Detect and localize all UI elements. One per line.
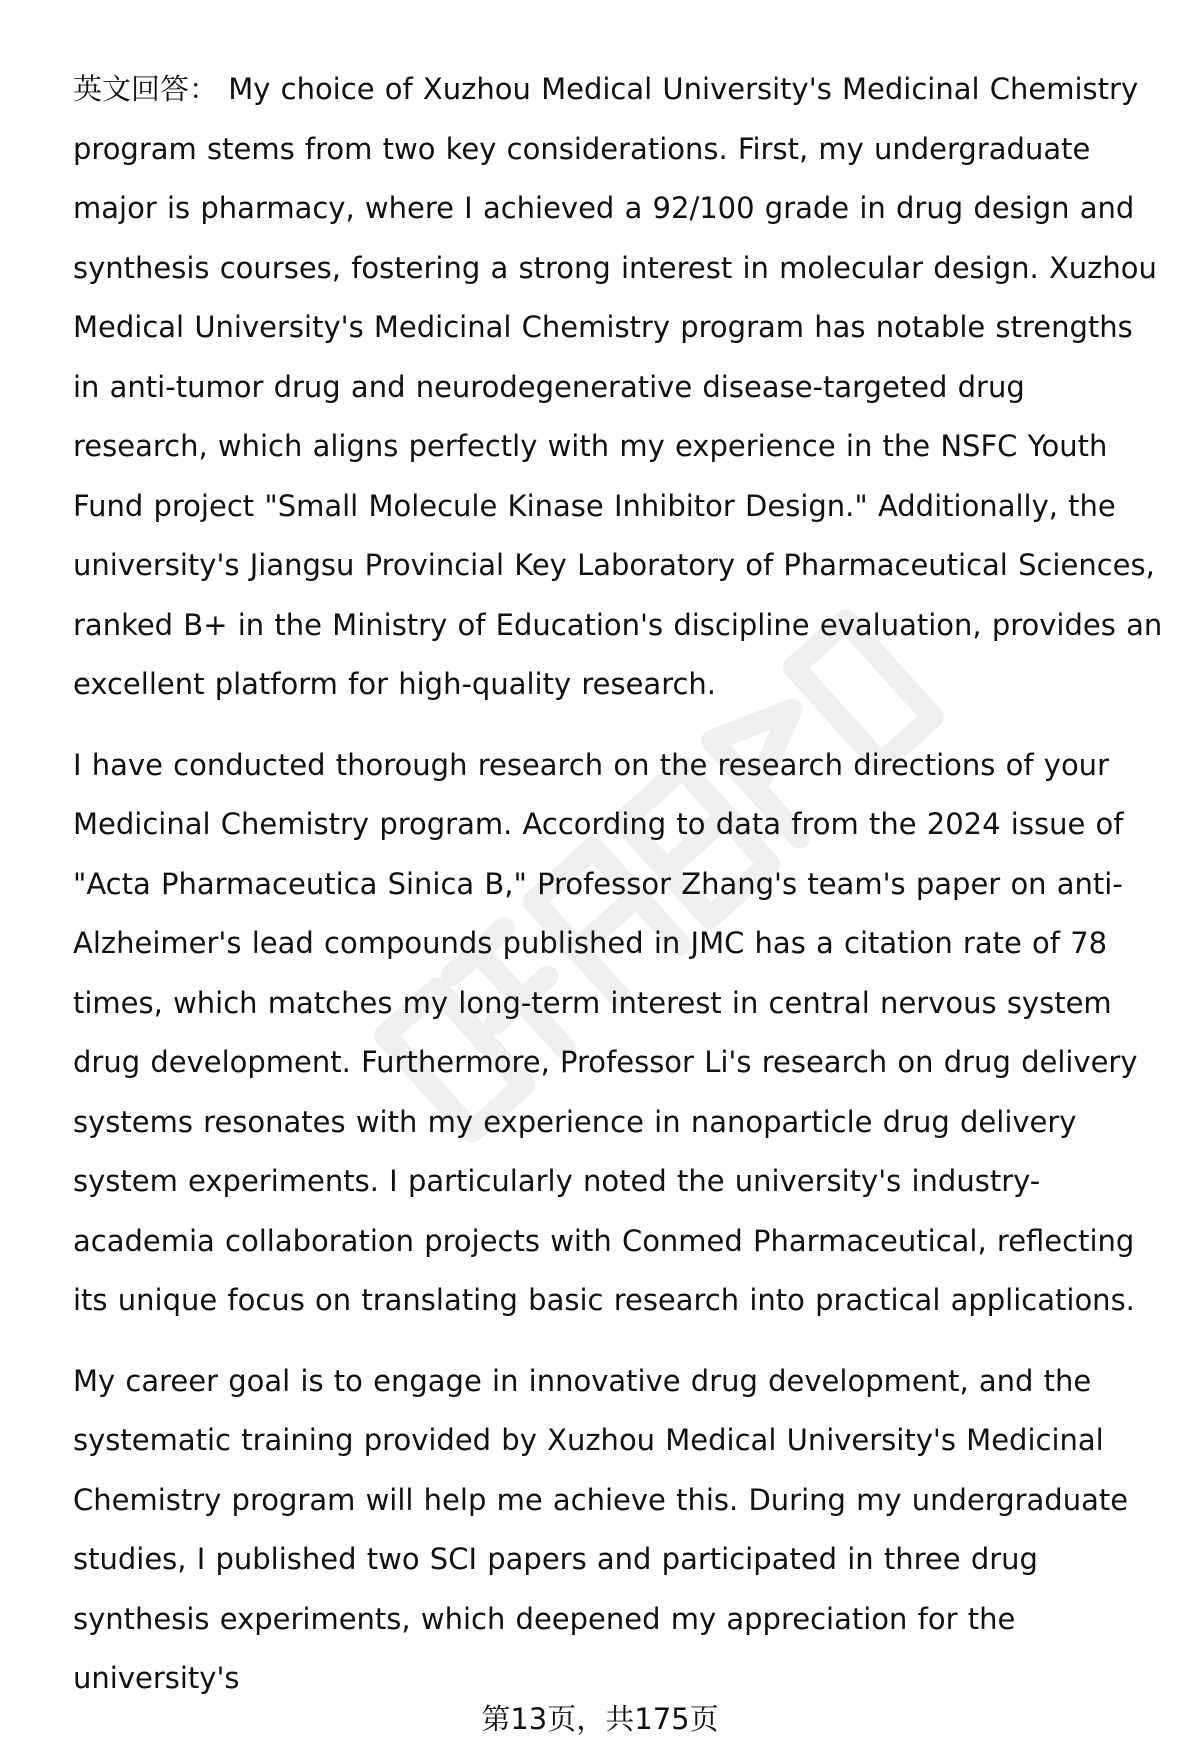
- paragraph-2: I have conducted thorough research on the research directions of your Medicinal Chemistry program. According to data from the 2024 issue of "Acta Pharmaceutica Sinica B," Professor Zhang's team's paper on anti-Alzheimer's lead compounds published in JMC has a citation rate of 78 times, which matches my long-term interest in central nervous system drug development. Furthermore, Professor Li's research on drug delivery systems resonates with my experience in nanoparticle drug delivery system experiments. I particularly noted the university's industry-academia collaboration projects with Conmed Pharmaceutical, reflecting its unique focus on translating basic research into practical applications.: [73, 747, 1138, 1317]
- page-number-footer: 第13页，共175页: [481, 1702, 719, 1736]
- paragraph-3: My career goal is to engage in innovative drug development, and the systematic training provided by Xuzhou Medical University's Medicinal Chemistry program will help me achieve this. During my undergraduate studies, I published two SCI papers and participated in three drug synthesis experiments, which deepened my appreciation for the university's: [73, 1363, 1129, 1695]
- document-body: [73, 60, 1163, 1709]
- paragraph-1: 英文回答： My choice of Xuzhou Medical University's Medicinal Chemistry program stems from two key considerations. First, my undergraduate major is pharmacy, where I achieved a 92/100 grade in drug design and synthesis courses, fostering a strong interest in molecular design. Xuzhou Medical University's Medicinal Chemistry program has notable strengths in anti-tumor drug and neurodegenerative disease-targeted drug research, which aligns perfectly with my experience in the NSFC Youth Fund project "Small Molecule Kinase Inhibitor Design." Additionally, the university's Jiangsu Provincial Key Laboratory of Pharmaceutical Sciences, ranked B+ in the Ministry of Education's discipline evaluation, provides an excellent platform for high-quality research.: [73, 72, 1163, 701]
